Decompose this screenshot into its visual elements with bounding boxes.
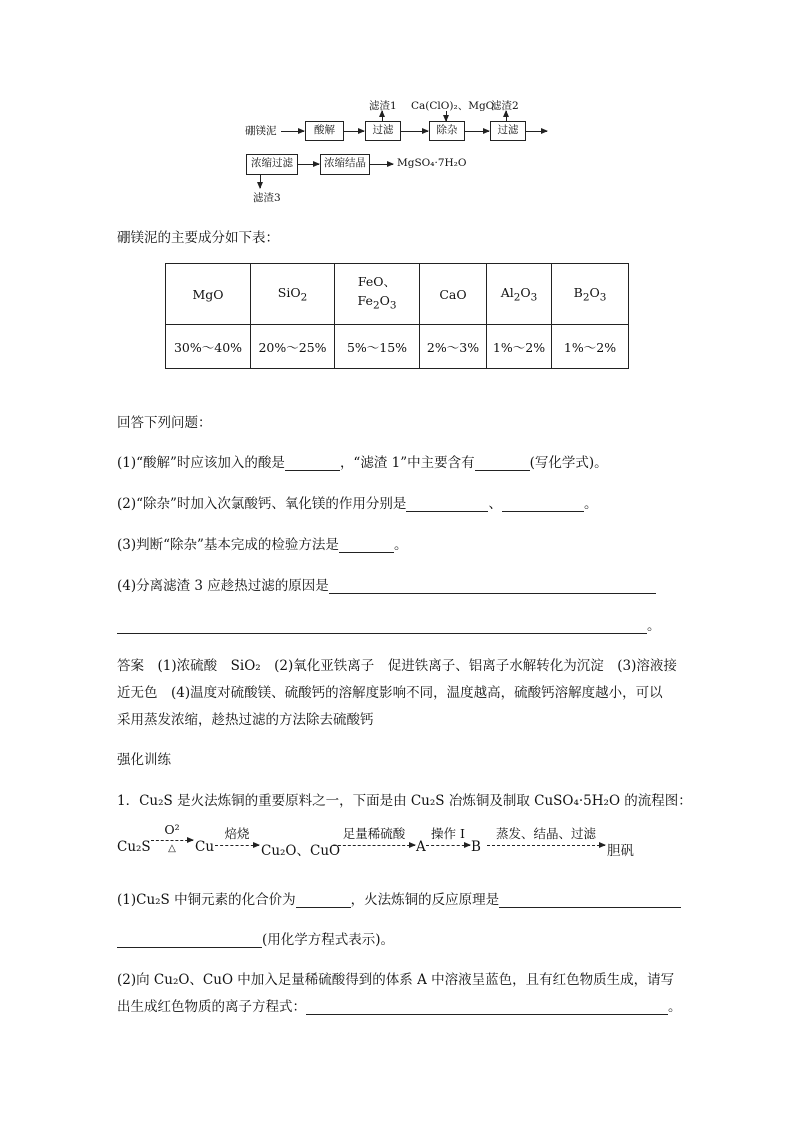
problem1-stem: 1．Cu₂S 是火法炼铜的重要原料之一，下面是由 Cu₂S 冶炼铜及制取 CuSO₄·5H₂O 的流程图：	[117, 793, 692, 809]
q4-text: 。	[647, 618, 661, 634]
cond-arrow	[487, 845, 605, 846]
flow-arrow	[465, 131, 489, 132]
question-1	[117, 451, 608, 471]
question-4-cont	[117, 614, 661, 634]
answer-line: 答案 (1)浓硫酸 SiO₂ (2)氧化亚铁离子 促进铁离子、铝离子水解转化为沉淀 (3)溶液接	[117, 658, 677, 674]
q2-text: 、	[488, 496, 502, 512]
question-3	[117, 533, 407, 553]
table-header-row	[166, 264, 629, 325]
table-row	[166, 325, 629, 369]
flow-arrow	[370, 164, 393, 165]
q1-text: (写化学式)。	[529, 455, 608, 471]
flow-box-purify: 除杂	[429, 121, 465, 141]
p1q2-text: 出生成红色物质的离子方程式：	[117, 999, 306, 1015]
flow-box-conc-filter: 浓缩过滤	[246, 154, 298, 175]
flow-arrow-up	[382, 111, 383, 121]
answer-blank[interactable]	[475, 456, 530, 471]
flow-box-acid: 酸解	[305, 121, 344, 141]
answer-line: 近无色 (4)温度对硫酸镁、硫酸钙的溶解度影响不同，温度越高，硫酸钙溶解度越小，可以	[117, 685, 663, 701]
question-2	[117, 492, 597, 512]
p1q2-text: 。	[668, 999, 682, 1015]
cond-label: 焙烧	[224, 826, 250, 841]
problem1-q1	[117, 888, 681, 908]
flow-condition	[215, 826, 259, 846]
flow-condition	[426, 826, 470, 846]
cond-arrow	[151, 840, 193, 841]
flow-arrow	[298, 164, 319, 165]
cond-label: △	[168, 843, 176, 854]
flow-start: Cu₂S	[117, 839, 151, 855]
cond-arrow	[426, 845, 470, 846]
flow-arrow-up	[506, 111, 507, 121]
flow-box-filter1: 过滤	[365, 121, 401, 141]
cond-label: O²	[164, 822, 180, 837]
flow-node: B	[471, 839, 481, 855]
answer-blank[interactable]	[502, 497, 584, 512]
cond-label: 操作 I	[431, 826, 465, 841]
flow-condition	[487, 826, 605, 846]
flow-arrow	[344, 131, 364, 132]
flow-arrow	[526, 131, 547, 132]
question-4	[117, 574, 656, 594]
composition-table	[165, 263, 629, 369]
answer-blank[interactable]	[117, 619, 647, 634]
table-header-cell: CaO	[420, 264, 487, 325]
answer-line: 采用蒸发浓缩，趁热过滤的方法除去硫酸钙	[117, 712, 374, 728]
answer-blank[interactable]	[406, 497, 488, 512]
q1-text: (1)“酸解”时应该加入的酸是	[117, 455, 285, 471]
flow-box-crystallize: 浓缩结晶	[320, 154, 370, 175]
p1q1-text: (用化学方程式表示)。	[262, 932, 395, 948]
flow-arrow	[281, 131, 304, 132]
answer-blank[interactable]	[117, 933, 262, 948]
p1q1-text: ，火法炼铜的反应原理是	[350, 892, 500, 908]
cond-label: 蒸发、结晶、过滤	[495, 826, 596, 841]
answer-blank[interactable]	[329, 579, 656, 594]
q3-text: 。	[393, 537, 408, 553]
flow-residue2: 滤渣2	[491, 100, 519, 112]
flow-node: Cu	[195, 839, 215, 855]
p1q1-text: (1)Cu₂S 中铜元素的化合价为	[117, 892, 296, 908]
answer-blank[interactable]	[499, 893, 681, 908]
problem1-q2: (2)向 Cu₂O、CuO 中加入足量稀硫酸得到的体系 A 中溶液呈蓝色，且有红色物质生成，请写	[117, 972, 675, 988]
table-cell: 1%～2%	[552, 325, 629, 369]
q4-text: (4)分离滤渣 3 应趁热过滤的原因是	[117, 578, 329, 594]
flow-residue3: 滤渣3	[253, 192, 281, 204]
flow-node: A	[416, 839, 426, 855]
table-header-cell: MgO	[166, 264, 251, 325]
intro-text: 硼镁泥的主要成分如下表：	[117, 230, 279, 246]
q2-text: 。	[583, 496, 598, 512]
table-cell: 1%～2%	[487, 325, 552, 369]
flow-arrow-down	[260, 175, 261, 188]
table-cell: 2%～3%	[420, 325, 487, 369]
questions-lead: 回答下列问题：	[117, 415, 212, 431]
section-title: 强化训练	[117, 752, 171, 768]
q3-text: (3)判断“除杂”基本完成的检验方法是	[117, 537, 339, 553]
flow-condition	[333, 826, 415, 846]
table-header-cell: $B_2O_3$	[552, 264, 629, 325]
flow-product: MgSO₄·7H₂O	[397, 157, 467, 169]
table-cell: 30%～40%	[166, 325, 251, 369]
flow-box-filter2: 过滤	[490, 121, 526, 141]
flow-end: 胆矾	[607, 843, 634, 859]
table-cell: 20%～25%	[251, 325, 335, 369]
table-header-cell: SiO$_2$	[251, 264, 335, 325]
flow-condition	[151, 822, 193, 855]
flow-additives: Ca(ClO)₂、MgO	[411, 100, 495, 112]
answer-blank[interactable]	[306, 1000, 668, 1015]
cond-arrow	[333, 845, 415, 846]
q1-text: ，“滤渣 1”中主要含有	[339, 455, 475, 471]
flow-arrow-down	[446, 111, 447, 121]
flow-arrow	[401, 131, 428, 132]
q2-text: (2)“除杂”时加入次氯酸钙、氧化镁的作用分别是	[117, 496, 407, 512]
flow-node: Cu₂O、CuO	[261, 843, 341, 859]
problem1-q1-cont	[117, 928, 394, 948]
flow-residue1: 滤渣1	[369, 100, 397, 112]
cond-arrow	[215, 845, 259, 846]
answer-blank[interactable]	[296, 893, 351, 908]
flow-raw-material: 硼镁泥	[245, 125, 277, 137]
problem1-q2-cont	[117, 995, 682, 1015]
answer-blank[interactable]	[285, 456, 340, 471]
table-header-cell: $Al_2O_3$	[487, 264, 552, 325]
answer-blank[interactable]	[339, 538, 394, 553]
table-cell: 5%～15%	[335, 325, 420, 369]
table-header-cell: FeO、 $Fe_2O_3$	[335, 264, 420, 325]
cond-label: 足量稀硫酸	[342, 826, 406, 841]
